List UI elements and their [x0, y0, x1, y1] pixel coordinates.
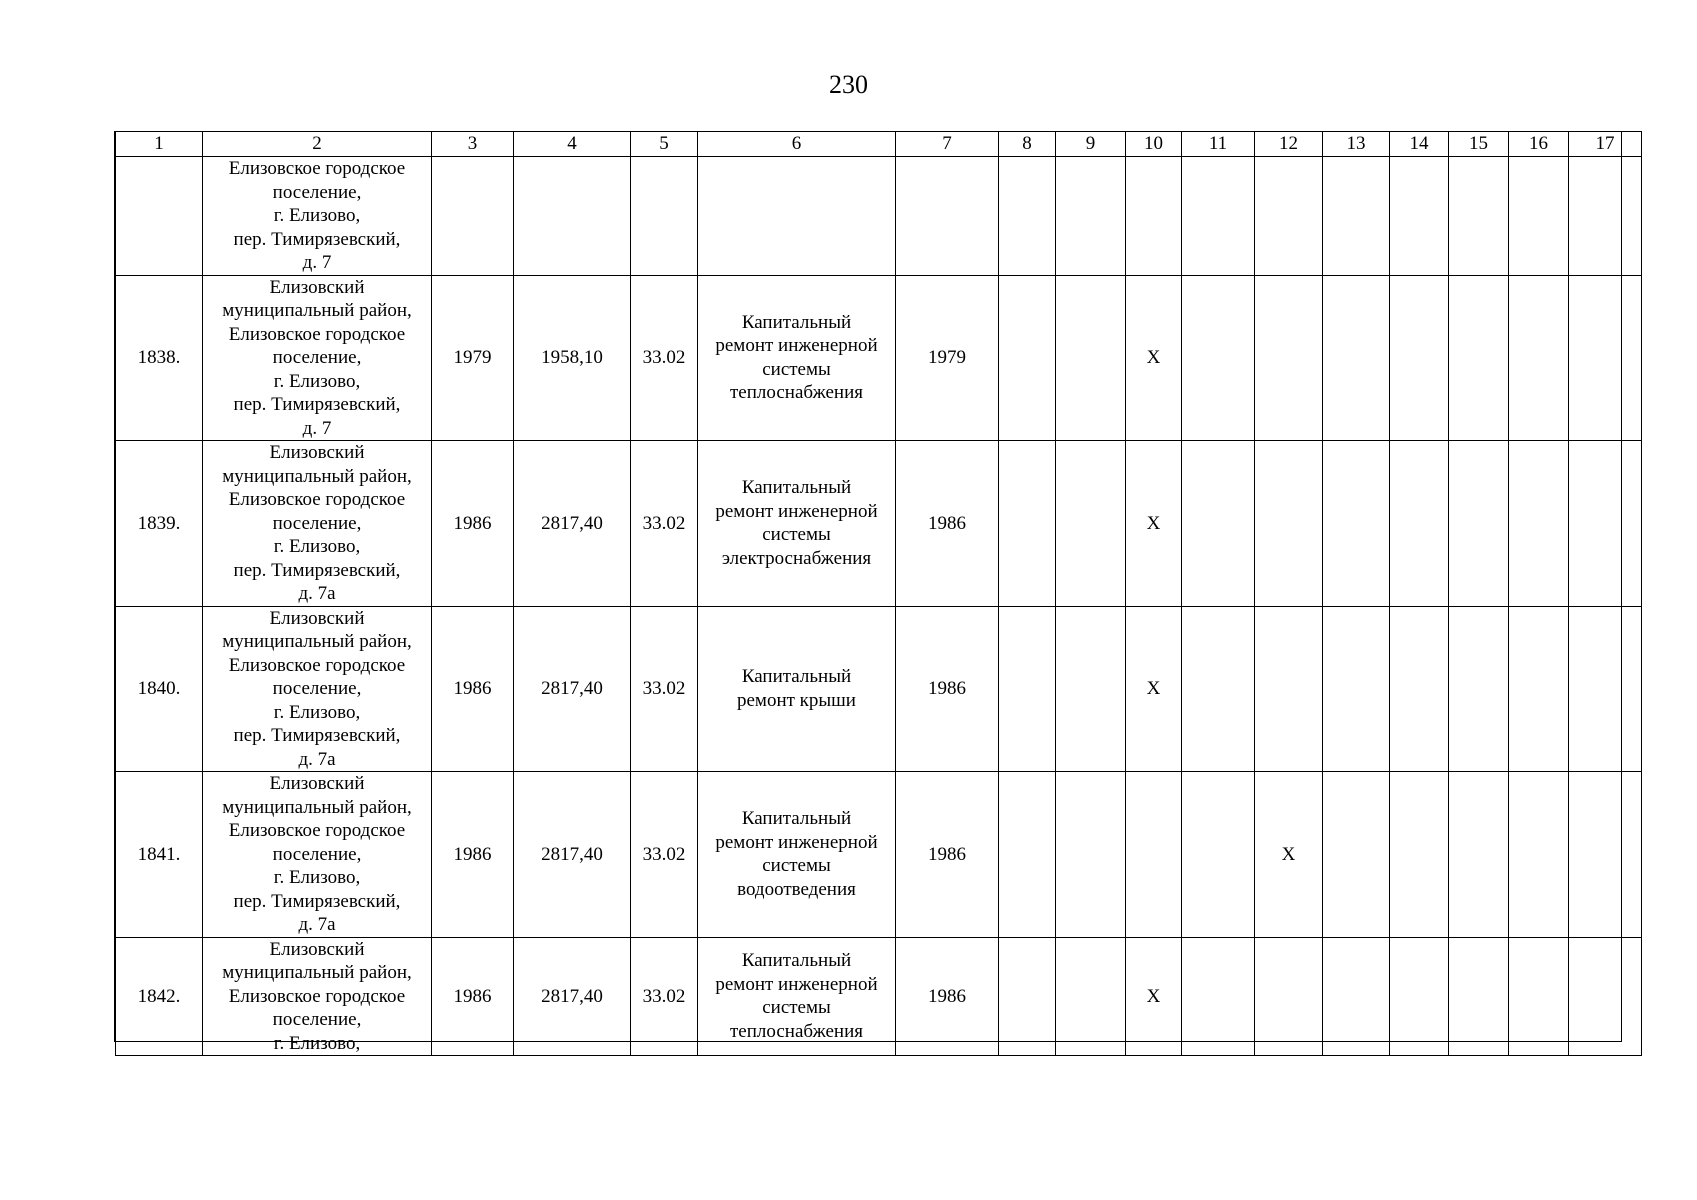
address-cell: Елизовский муниципальный район, Елизовское городское поселение, г. Елизово, пер. Тимирязевский, д. 7а	[203, 606, 432, 772]
empty-cell	[1056, 606, 1126, 772]
column-header-17: 17	[1569, 132, 1642, 157]
col7-cell: 1986	[896, 606, 999, 772]
empty-cell	[1056, 937, 1126, 1056]
empty-cell	[1569, 157, 1642, 276]
column-header-9: 9	[1056, 132, 1126, 157]
empty-cell	[1182, 157, 1255, 276]
table-row	[116, 772, 1642, 938]
mark-cell: X	[1126, 441, 1182, 607]
empty-cell	[1056, 275, 1126, 441]
empty-cell	[1323, 441, 1390, 607]
empty-cell	[1569, 606, 1642, 772]
empty-cell	[1569, 275, 1642, 441]
area-cell: 2817,40	[514, 772, 631, 938]
empty-cell	[1323, 606, 1390, 772]
empty-cell	[1255, 157, 1323, 276]
year-cell: 1979	[432, 275, 514, 441]
work-type-cell: Капитальный ремонт крыши	[698, 606, 896, 772]
column-header-5: 5	[631, 132, 698, 157]
empty-cell	[432, 157, 514, 276]
empty-cell	[1509, 937, 1569, 1056]
empty-cell	[1182, 937, 1255, 1056]
header-row	[116, 132, 1642, 157]
empty-cell	[999, 772, 1056, 938]
year-cell: 1986	[432, 937, 514, 1056]
capital-repair-table	[115, 131, 1642, 1056]
empty-cell	[698, 157, 896, 276]
empty-cell	[1323, 157, 1390, 276]
year-cell: 1986	[432, 441, 514, 607]
col7-cell: 1986	[896, 772, 999, 938]
column-header-16: 16	[1509, 132, 1569, 157]
column-header-7: 7	[896, 132, 999, 157]
row-number-cell: 1842.	[116, 937, 203, 1056]
empty-cell	[1390, 606, 1449, 772]
table-row-continuation	[116, 157, 1642, 276]
page-number: 230	[829, 70, 868, 99]
row-number-cell: 1838.	[116, 275, 203, 441]
empty-cell	[1255, 441, 1323, 607]
empty-cell	[1390, 441, 1449, 607]
col7-cell: 1986	[896, 441, 999, 607]
empty-cell	[1509, 772, 1569, 938]
column-header-10: 10	[1126, 132, 1182, 157]
address-cell: Елизовский муниципальный район, Елизовское городское поселение, г. Елизово,	[203, 937, 432, 1056]
empty-cell	[514, 157, 631, 276]
empty-cell	[896, 157, 999, 276]
empty-cell	[1182, 772, 1255, 938]
work-type-cell: Капитальный ремонт инженерной системы теплоснабжения	[698, 937, 896, 1056]
empty-cell	[1056, 441, 1126, 607]
empty-cell	[1390, 772, 1449, 938]
table-row	[116, 441, 1642, 607]
empty-cell	[1569, 937, 1642, 1056]
column-header-15: 15	[1449, 132, 1509, 157]
column-header-8: 8	[999, 132, 1056, 157]
empty-cell	[1390, 157, 1449, 276]
address-cell: Елизовский муниципальный район, Елизовское городское поселение, г. Елизово, пер. Тимирязевский, д. 7а	[203, 441, 432, 607]
col7-cell: 1986	[896, 937, 999, 1056]
area-cell: 2817,40	[514, 441, 631, 607]
column-header-3: 3	[432, 132, 514, 157]
empty-cell	[1569, 441, 1642, 607]
empty-cell	[1449, 606, 1509, 772]
mark-cell: X	[1126, 937, 1182, 1056]
mark-cell: X	[1126, 606, 1182, 772]
table-row	[116, 275, 1642, 441]
empty-cell	[1126, 157, 1182, 276]
column-header-14: 14	[1390, 132, 1449, 157]
address-cell: Елизовский муниципальный район, Елизовское городское поселение, г. Елизово, пер. Тимирязевский, д. 7а	[203, 772, 432, 938]
table-row	[116, 937, 1642, 1056]
empty-cell	[1509, 275, 1569, 441]
empty-cell	[1255, 606, 1323, 772]
empty-cell	[1509, 606, 1569, 772]
empty-cell	[1509, 441, 1569, 607]
address-cell: Елизовское городское поселение, г. Елизово, пер. Тимирязевский, д. 7	[203, 157, 432, 276]
empty-cell	[1323, 772, 1390, 938]
mark-cell: X	[1255, 772, 1323, 938]
empty-cell	[1323, 937, 1390, 1056]
code-cell: 33.02	[631, 937, 698, 1056]
column-header-13: 13	[1323, 132, 1390, 157]
code-cell: 33.02	[631, 772, 698, 938]
empty-cell	[1390, 937, 1449, 1056]
empty-cell	[1449, 157, 1509, 276]
area-cell: 2817,40	[514, 606, 631, 772]
work-type-cell: Капитальный ремонт инженерной системы водоотведения	[698, 772, 896, 938]
empty-cell	[1509, 157, 1569, 276]
column-header-11: 11	[1182, 132, 1255, 157]
code-cell: 33.02	[631, 275, 698, 441]
empty-cell	[1182, 606, 1255, 772]
code-cell: 33.02	[631, 441, 698, 607]
empty-cell	[1056, 157, 1126, 276]
work-type-cell: Капитальный ремонт инженерной системы теплоснабжения	[698, 275, 896, 441]
table-body	[116, 132, 1642, 1056]
empty-cell	[1255, 275, 1323, 441]
empty-cell	[1449, 441, 1509, 607]
empty-cell	[1449, 275, 1509, 441]
work-type-cell: Капитальный ремонт инженерной системы электроснабжения	[698, 441, 896, 607]
row-number-cell: 1841.	[116, 772, 203, 938]
column-header-1: 1	[116, 132, 203, 157]
empty-cell	[1449, 937, 1509, 1056]
empty-cell	[1569, 772, 1642, 938]
address-cell: Елизовский муниципальный район, Елизовское городское поселение, г. Елизово, пер. Тимирязевский, д. 7	[203, 275, 432, 441]
table-row	[116, 606, 1642, 772]
column-header-6: 6	[698, 132, 896, 157]
empty-cell	[116, 157, 203, 276]
empty-cell	[1255, 937, 1323, 1056]
area-cell: 2817,40	[514, 937, 631, 1056]
mark-cell: X	[1126, 275, 1182, 441]
empty-cell	[1449, 772, 1509, 938]
column-header-12: 12	[1255, 132, 1323, 157]
empty-cell	[1182, 441, 1255, 607]
empty-cell	[999, 441, 1056, 607]
empty-cell	[1056, 772, 1126, 938]
empty-cell	[999, 275, 1056, 441]
empty-cell	[999, 157, 1056, 276]
empty-cell	[999, 606, 1056, 772]
row-number-cell: 1840.	[116, 606, 203, 772]
code-cell: 33.02	[631, 606, 698, 772]
empty-cell	[999, 937, 1056, 1056]
empty-cell	[1126, 772, 1182, 938]
row-number-cell: 1839.	[116, 441, 203, 607]
area-cell: 1958,10	[514, 275, 631, 441]
column-header-4: 4	[514, 132, 631, 157]
empty-cell	[1182, 275, 1255, 441]
column-header-2: 2	[203, 132, 432, 157]
empty-cell	[1390, 275, 1449, 441]
year-cell: 1986	[432, 606, 514, 772]
empty-cell	[1323, 275, 1390, 441]
year-cell: 1986	[432, 772, 514, 938]
empty-cell	[631, 157, 698, 276]
col7-cell: 1979	[896, 275, 999, 441]
